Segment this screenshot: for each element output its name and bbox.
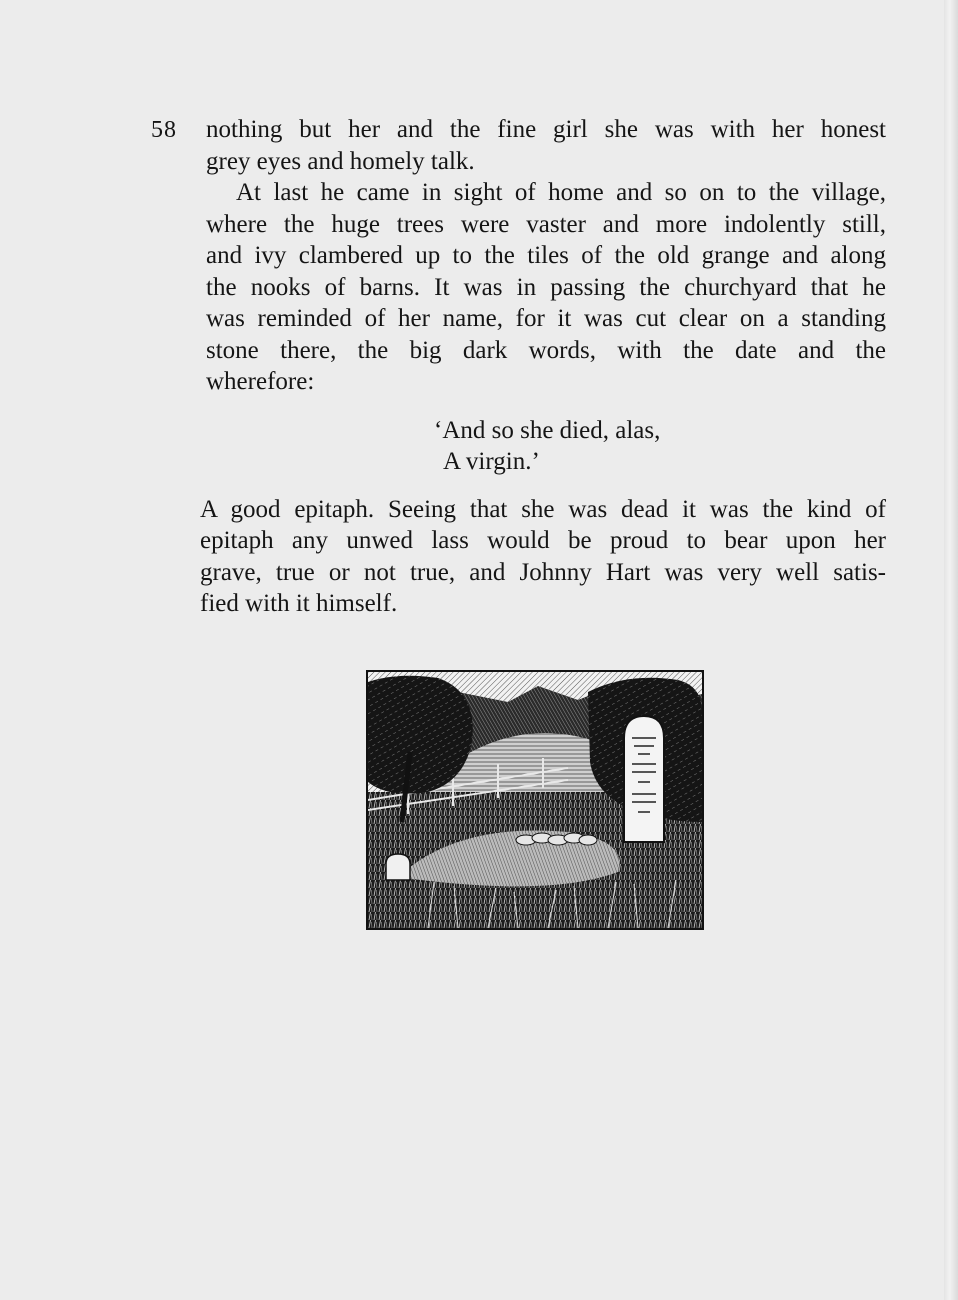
text-line: epitaph any unwed lass would be proud to bear upon her	[200, 527, 886, 554]
paragraph-3	[200, 494, 886, 620]
text-line: and ivy clambered up to the tiles of the old grange and along	[206, 242, 886, 269]
text-line: wherefore:	[206, 368, 315, 395]
text-line: A good epitaph. Seeing that she was dead it was the kind of	[200, 495, 886, 523]
text-line: fied with it himself.	[200, 590, 398, 617]
verse-line: ‘And so she died, alas,	[434, 416, 661, 444]
churchyard-engraving	[366, 670, 704, 930]
text-line: grave, true or not true, and Johnny Hart was very well satis-	[200, 558, 886, 586]
body-text	[200, 114, 886, 620]
text-line: where the huge trees were vaster and more indolently still,	[206, 210, 886, 238]
text-line: was reminded of her name, for it was cut clear on a standing	[206, 305, 886, 332]
paragraph-1	[206, 114, 886, 177]
text-line: stone there, the big dark words, with the date and the	[206, 336, 886, 364]
paragraph-2	[206, 177, 886, 398]
epitaph-verse	[434, 415, 886, 478]
text-line: nothing but her and the fine girl she was with her honest	[206, 116, 886, 143]
page-number: 58	[151, 117, 177, 143]
engraving-image	[368, 672, 702, 928]
text-line: At last he came in sight of home and so on to the village,	[236, 179, 886, 206]
page-edge	[944, 0, 958, 1300]
verse-line: A virgin.’	[443, 448, 540, 475]
text-line: grey eyes and homely talk.	[206, 147, 475, 175]
text-line: the nooks of barns. It was in passing the churchyard that he	[206, 273, 886, 301]
